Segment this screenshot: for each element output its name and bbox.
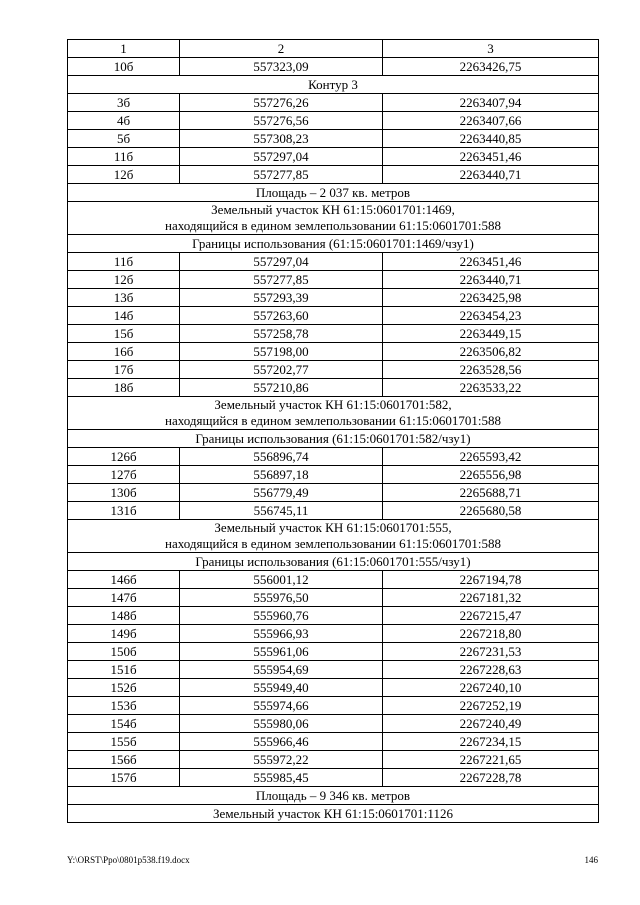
y-coordinate-cell: 2263454,23 [383, 307, 599, 325]
table-row [68, 130, 599, 148]
section-heading-line: находящийся в едином землепользовании 61:15:0601701:588 [165, 536, 501, 551]
section-heading-line: Земельный участок КН 61:15:0601701:555, [214, 520, 452, 535]
point-id-cell: 157б [68, 769, 180, 787]
section-heading-line: Границы использования (61:15:0601701:1469/чзу1) [192, 235, 474, 251]
point-id-cell: 13б [68, 289, 180, 307]
x-coordinate-cell: 556745,11 [180, 502, 383, 520]
section-heading-line: Площадь – 2 037 кв. метров [255, 184, 411, 200]
section-heading-line: находящийся в едином землепользовании 61:15:0601701:588 [165, 413, 501, 428]
table-row [68, 679, 599, 697]
x-coordinate-cell: 557323,09 [180, 58, 383, 76]
y-coordinate-cell: 2263451,46 [383, 253, 599, 271]
x-coordinate-cell: 556896,74 [180, 448, 383, 466]
point-id-cell: 15б [68, 325, 180, 343]
y-coordinate-cell: 2267240,10 [383, 679, 599, 697]
table-row [68, 502, 599, 520]
section-heading-line: Земельный участок КН 61:15:0601701:1469, [211, 202, 455, 217]
y-coordinate-cell: 2265593,42 [383, 448, 599, 466]
point-id-cell: 156б [68, 751, 180, 769]
x-coordinate-cell: 555972,22 [180, 751, 383, 769]
table-row [68, 715, 599, 733]
point-id-cell: 17б [68, 361, 180, 379]
point-id-cell: 130б [68, 484, 180, 502]
section-heading-cell [68, 76, 599, 94]
table-row [68, 589, 599, 607]
x-coordinate-cell: 557276,26 [180, 94, 383, 112]
section-heading-cell [68, 397, 599, 430]
table-row [68, 307, 599, 325]
x-coordinate-cell: 555985,45 [180, 769, 383, 787]
y-coordinate-cell: 2263449,15 [383, 325, 599, 343]
y-coordinate-cell: 2267252,19 [383, 697, 599, 715]
y-coordinate-cell: 2267228,78 [383, 769, 599, 787]
section-row [68, 787, 599, 805]
point-id-cell: 14б [68, 307, 180, 325]
x-coordinate-cell: 556779,49 [180, 484, 383, 502]
point-id-cell: 11б [68, 148, 180, 166]
point-id-cell: 127б [68, 466, 180, 484]
x-coordinate-cell: 557210,86 [180, 379, 383, 397]
y-coordinate-cell: 2263451,46 [383, 148, 599, 166]
x-coordinate-cell: 555976,50 [180, 589, 383, 607]
x-coordinate-cell: 557297,04 [180, 148, 383, 166]
section-row [68, 553, 599, 571]
y-coordinate-cell: 2263407,94 [383, 94, 599, 112]
header-row [68, 40, 599, 58]
x-coordinate-cell: 557297,04 [180, 253, 383, 271]
point-id-cell: 152б [68, 679, 180, 697]
section-heading-cell [68, 520, 599, 553]
point-id-cell: 10б [68, 58, 180, 76]
section-heading-cell [68, 430, 599, 448]
x-coordinate-cell: 555966,93 [180, 625, 383, 643]
y-coordinate-cell: 2263440,85 [383, 130, 599, 148]
table-row [68, 484, 599, 502]
point-id-cell: 154б [68, 715, 180, 733]
point-id-cell: 150б [68, 643, 180, 661]
x-coordinate-cell: 556001,12 [180, 571, 383, 589]
point-id-cell: 147б [68, 589, 180, 607]
x-coordinate-cell: 557293,39 [180, 289, 383, 307]
x-coordinate-cell: 557263,60 [180, 307, 383, 325]
point-id-cell: 155б [68, 733, 180, 751]
section-heading-cell [68, 202, 599, 235]
section-heading-line: Контур 3 [308, 76, 358, 92]
y-coordinate-cell: 2267240,49 [383, 715, 599, 733]
y-coordinate-cell: 2263407,66 [383, 112, 599, 130]
y-coordinate-cell: 2263440,71 [383, 166, 599, 184]
x-coordinate-cell: 555949,40 [180, 679, 383, 697]
point-id-cell: 126б [68, 448, 180, 466]
section-row [68, 397, 599, 430]
y-coordinate-cell: 2265556,98 [383, 466, 599, 484]
point-id-cell: 12б [68, 166, 180, 184]
section-heading-line: Границы использования (61:15:0601701:582/чзу1) [195, 430, 471, 446]
point-id-cell: 5б [68, 130, 180, 148]
footer-page-number: 146 [584, 855, 598, 865]
section-row [68, 805, 599, 823]
table-row [68, 112, 599, 130]
y-coordinate-cell: 2263426,75 [383, 58, 599, 76]
table-row [68, 769, 599, 787]
point-id-cell: 153б [68, 697, 180, 715]
table-row [68, 625, 599, 643]
section-row [68, 430, 599, 448]
table-row [68, 466, 599, 484]
x-coordinate-cell: 557308,23 [180, 130, 383, 148]
section-heading-cell [68, 787, 599, 805]
point-id-cell: 4б [68, 112, 180, 130]
y-coordinate-cell: 2265688,71 [383, 484, 599, 502]
y-coordinate-cell: 2263440,71 [383, 271, 599, 289]
point-id-cell: 3б [68, 94, 180, 112]
section-heading-line: находящийся в едином землепользовании 61:15:0601701:588 [165, 218, 501, 233]
y-coordinate-cell: 2267181,32 [383, 589, 599, 607]
section-row [68, 235, 599, 253]
y-coordinate-cell: 2263425,98 [383, 289, 599, 307]
table-row [68, 94, 599, 112]
y-coordinate-cell: 2267218,80 [383, 625, 599, 643]
x-coordinate-cell: 557277,85 [180, 166, 383, 184]
x-coordinate-cell: 557276,56 [180, 112, 383, 130]
y-coordinate-cell: 2263506,82 [383, 343, 599, 361]
section-heading-cell [68, 805, 599, 823]
point-id-cell: 18б [68, 379, 180, 397]
y-coordinate-cell: 2263528,56 [383, 361, 599, 379]
x-coordinate-cell: 557198,00 [180, 343, 383, 361]
header-cell-1: 1 [68, 40, 180, 58]
section-row [68, 184, 599, 202]
section-heading-cell [68, 553, 599, 571]
y-coordinate-cell: 2267234,15 [383, 733, 599, 751]
table-row [68, 448, 599, 466]
x-coordinate-cell: 557202,77 [180, 361, 383, 379]
point-id-cell: 151б [68, 661, 180, 679]
y-coordinate-cell: 2267221,65 [383, 751, 599, 769]
point-id-cell: 149б [68, 625, 180, 643]
table-row [68, 289, 599, 307]
x-coordinate-cell: 555980,06 [180, 715, 383, 733]
table-row [68, 379, 599, 397]
x-coordinate-cell: 557258,78 [180, 325, 383, 343]
table-row [68, 607, 599, 625]
x-coordinate-cell: 555966,46 [180, 733, 383, 751]
x-coordinate-cell: 555960,76 [180, 607, 383, 625]
section-heading-line: Площадь – 9 346 кв. метров [255, 787, 411, 803]
x-coordinate-cell: 555954,69 [180, 661, 383, 679]
table-row [68, 733, 599, 751]
table-row [68, 343, 599, 361]
table-row [68, 751, 599, 769]
point-id-cell: 131б [68, 502, 180, 520]
table-row [68, 697, 599, 715]
footer-file-path: Y:\ORST\Ppo\0801p538.f19.docx [67, 855, 190, 865]
table-row [68, 166, 599, 184]
table-row [68, 58, 599, 76]
point-id-cell: 11б [68, 253, 180, 271]
section-row [68, 520, 599, 553]
header-cell-3: 3 [383, 40, 599, 58]
y-coordinate-cell: 2267231,53 [383, 643, 599, 661]
y-coordinate-cell: 2267194,78 [383, 571, 599, 589]
section-heading-line: Границы использования (61:15:0601701:555/чзу1) [195, 553, 471, 569]
section-heading-line: Земельный участок КН 61:15:0601701:582, [214, 397, 452, 412]
table-row [68, 643, 599, 661]
point-id-cell: 16б [68, 343, 180, 361]
section-heading-cell [68, 235, 599, 253]
table-row [68, 271, 599, 289]
y-coordinate-cell: 2267228,63 [383, 661, 599, 679]
x-coordinate-cell: 556897,18 [180, 466, 383, 484]
y-coordinate-cell: 2265680,58 [383, 502, 599, 520]
x-coordinate-cell: 555961,06 [180, 643, 383, 661]
point-id-cell: 12б [68, 271, 180, 289]
section-heading-cell [68, 184, 599, 202]
x-coordinate-cell: 555974,66 [180, 697, 383, 715]
section-row [68, 202, 599, 235]
table-row [68, 148, 599, 166]
section-row [68, 76, 599, 94]
point-id-cell: 148б [68, 607, 180, 625]
table-row [68, 325, 599, 343]
table-row [68, 661, 599, 679]
table-row [68, 571, 599, 589]
section-heading-line: Земельный участок КН 61:15:0601701:1126 [213, 805, 453, 821]
table-row [68, 253, 599, 271]
coordinates-table [67, 39, 599, 823]
y-coordinate-cell: 2263533,22 [383, 379, 599, 397]
table-row [68, 361, 599, 379]
header-cell-2: 2 [180, 40, 383, 58]
x-coordinate-cell: 557277,85 [180, 271, 383, 289]
y-coordinate-cell: 2267215,47 [383, 607, 599, 625]
point-id-cell: 146б [68, 571, 180, 589]
